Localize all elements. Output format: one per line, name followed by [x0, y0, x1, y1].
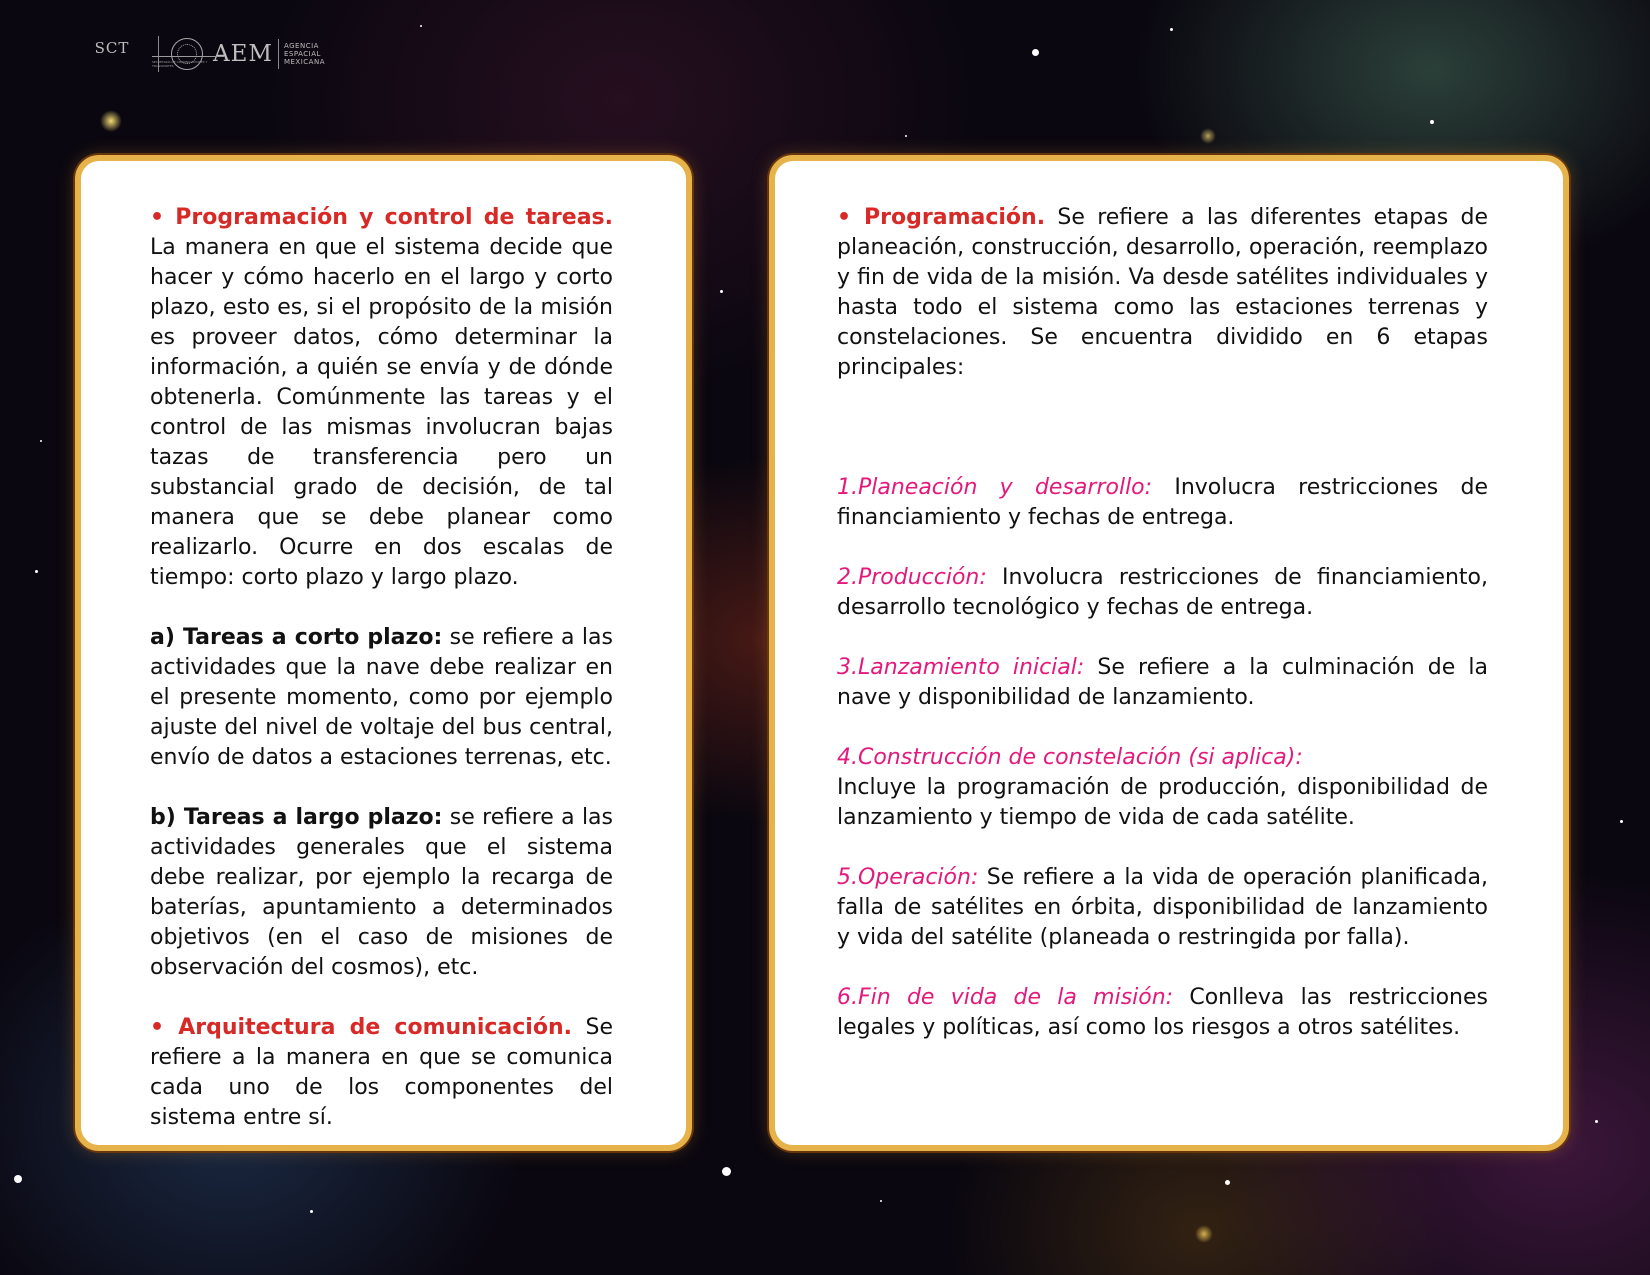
right-card-text	[837, 203, 1488, 1043]
stage-item	[837, 563, 1488, 623]
stage-label: 1.Planeación y desarrollo:	[837, 475, 1153, 500]
section-heading: • Programación y control de tareas.	[150, 205, 613, 230]
agency-name: AGENCIA ESPACIAL MEXICANA	[283, 42, 325, 66]
star	[310, 1210, 313, 1213]
paragraph	[150, 803, 613, 983]
star	[1620, 820, 1623, 823]
aem-logo-text: AEM	[213, 41, 273, 67]
star	[14, 1175, 22, 1183]
star	[40, 440, 42, 442]
star	[1225, 1180, 1230, 1185]
stage-label: 2.Producción:	[837, 565, 987, 590]
stage-text: Incluye la programación de producción, disponibilidad de lanzamiento y tiempo de vida de cada satélite.	[837, 775, 1488, 830]
stage-item	[837, 983, 1488, 1043]
star	[420, 25, 422, 27]
left-content-card	[75, 155, 692, 1151]
stage-text: Conlleva las restricciones legales y políticas, así como los riesgos a otros satélites.	[837, 985, 1488, 1040]
stage-item	[837, 473, 1488, 533]
paragraph-body: La manera en que el sistema decide que hacer y cómo hacerlo en el largo y corto plazo, esto es, si el propósito de la misión es proveer datos, cómo determinar la información, a quién se envía y de dónde obtenerla. Comúnmente las tareas y el control de las mismas involucran bajas tazas de transferencia pero un substancial grado de decisión, de tal manera que se debe planear como realizarlo. Ocurre en dos escalas de tiempo: corto plazo y largo plazo.	[150, 235, 613, 590]
paragraph	[150, 1013, 613, 1133]
stage-item	[837, 653, 1488, 713]
right-content-card	[769, 155, 1569, 1151]
logo-divider	[278, 39, 279, 69]
paragraph-body: se refiere a las actividades que la nave debe realizar en el presente momento, como por ejemplo ajuste del nivel de voltaje del bus central, envío de datos a estaciones terrenas, etc.	[150, 625, 613, 770]
sub-heading: a) Tareas a corto plazo:	[150, 625, 443, 650]
stage-text: Se refiere a la culminación de la nave y disponibilidad de lanzamiento.	[837, 655, 1488, 710]
sct-logo-subtitle: SECRETARÍA DE COMUNICACIONES Y TRANSPORTES	[152, 60, 208, 68]
stage-label: 4.Construcción de constelación (si aplica):	[837, 745, 1303, 770]
stage-text: Se refiere a la vida de operación planificada, falla de satélites en órbita, disponibilidad de lanzamiento y vida del satélite (planeada o restringida por falla).	[837, 865, 1488, 950]
stage-item	[837, 743, 1488, 833]
stage-item	[837, 863, 1488, 953]
star	[100, 110, 122, 132]
star	[1595, 1120, 1598, 1123]
section-heading: • Arquitectura de comunicación.	[150, 1015, 572, 1040]
paragraph-body: se refiere a las actividades generales que el sistema debe realizar, por ejemplo la recarga de baterías, apuntamiento a determinados objetivos (en el caso de misiones de observación del cosmos), etc.	[150, 805, 613, 980]
star	[720, 290, 723, 293]
star	[1200, 128, 1216, 144]
stage-label: 5.Operación:	[837, 865, 979, 890]
stage-text: Involucra restricciones de financiamiento y fechas de entrega.	[837, 475, 1488, 530]
sct-logo-text: SCT	[94, 39, 130, 57]
star	[1170, 28, 1173, 31]
star	[1032, 49, 1039, 56]
star	[1195, 1225, 1213, 1243]
paragraph-body: Se refiere a la manera en que se comunica cada uno de los componentes del sistema entre sí.	[150, 1015, 613, 1130]
star	[1430, 120, 1434, 124]
paragraph-body: Se refiere a las diferentes etapas de planeación, construcción, desarrollo, operación, reemplazo y fin de vida de la misión. Va desde satélites individuales y hasta todo el sistema como las estaciones terrenas y constelaciones. Se encuentra dividido en 6 etapas principales:	[837, 205, 1488, 380]
agency-logo	[76, 34, 325, 74]
section-heading: • Programación.	[837, 205, 1046, 230]
star	[722, 1167, 731, 1176]
stage-label: 6.Fin de vida de la misión:	[837, 985, 1174, 1010]
star	[35, 570, 38, 573]
stage-label: 3.Lanzamiento inicial:	[837, 655, 1085, 680]
star	[880, 1200, 882, 1202]
sub-heading: b) Tareas a largo plazo:	[150, 805, 443, 830]
paragraph	[837, 203, 1488, 383]
star	[905, 135, 907, 137]
stage-text: Involucra restricciones de financiamiento, desarrollo tecnológico y fechas de entrega.	[837, 565, 1488, 620]
paragraph	[150, 623, 613, 773]
left-card-text	[150, 203, 613, 1133]
paragraph	[150, 203, 613, 593]
sct-logo-rule	[152, 56, 224, 57]
